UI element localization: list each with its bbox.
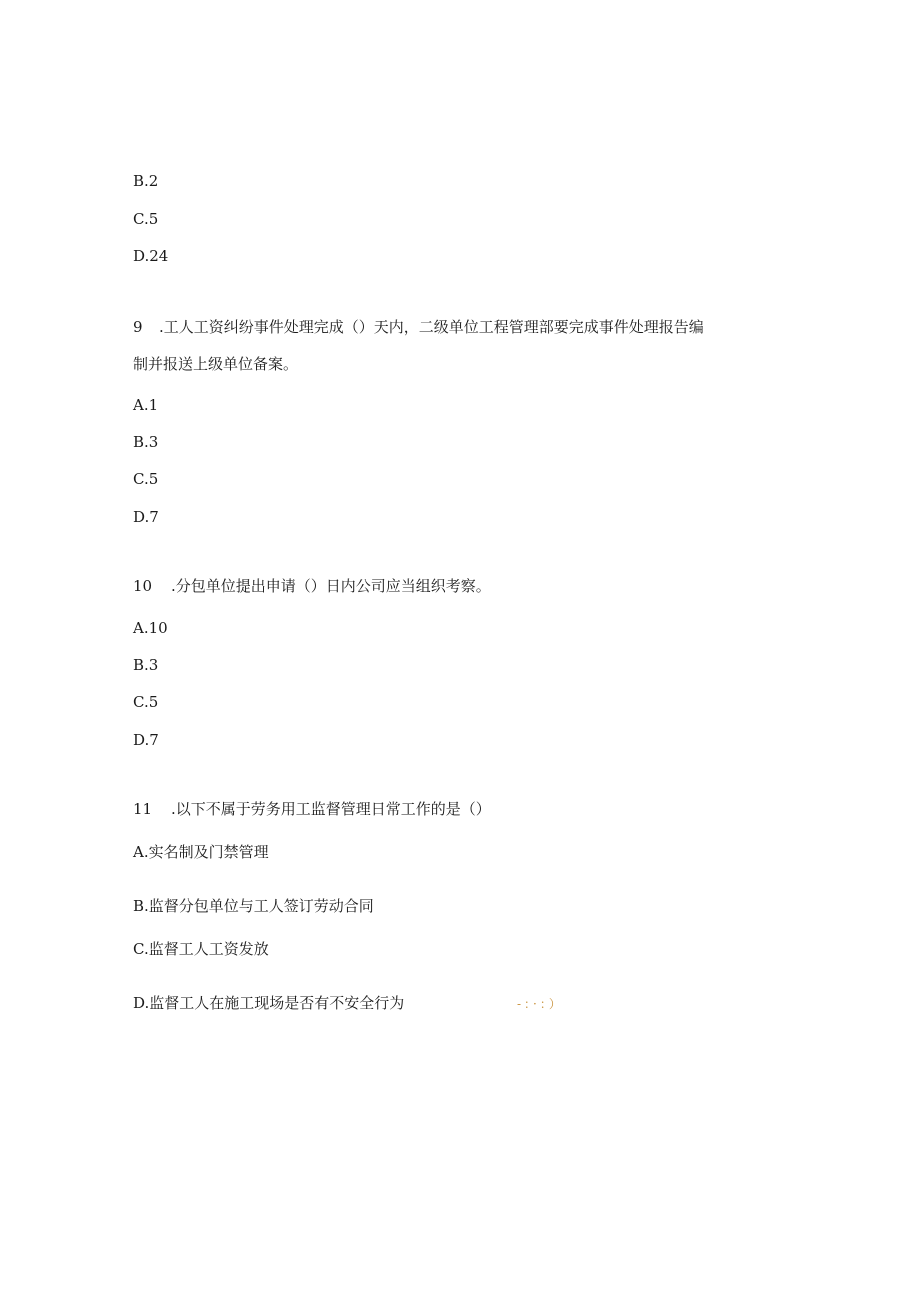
option-c: C.监督工人工资发放 bbox=[133, 940, 269, 958]
option-a: A.1 bbox=[133, 396, 159, 414]
question-text: .以下不属于劳务用工监督管理日常工作的是（） bbox=[171, 800, 491, 818]
question-text: .分包单位提出申请（）日内公司应当组织考察。 bbox=[171, 577, 491, 595]
option-c: C.5 bbox=[133, 210, 159, 228]
question-number: 9 bbox=[133, 318, 143, 336]
option-c: C.5 bbox=[133, 693, 159, 711]
option-b: B.2 bbox=[133, 172, 159, 190]
question-10-stem bbox=[133, 576, 491, 596]
question-text: .工人工资纠纷事件处理完成（）天内，二级单位工程管理部要完成事件处理报告编 bbox=[159, 318, 704, 336]
option-d: D.监督工人在施工现场是否有不安全行为 bbox=[133, 994, 405, 1012]
option-d: D.24 bbox=[133, 247, 169, 265]
option-b: B.3 bbox=[133, 656, 159, 674]
option-a: A.实名制及门禁管理 bbox=[133, 843, 269, 861]
question-11-stem bbox=[133, 799, 491, 819]
question-9-stem bbox=[133, 317, 704, 337]
margin-annotation: -：·：） bbox=[517, 997, 564, 1011]
option-d: D.7 bbox=[133, 508, 159, 526]
option-b: B.监督分包单位与工人签订劳动合同 bbox=[133, 897, 374, 915]
option-d: D.7 bbox=[133, 731, 159, 749]
question-number: 11 bbox=[133, 800, 153, 818]
question-number: 10 bbox=[133, 577, 153, 595]
option-c: C.5 bbox=[133, 470, 159, 488]
option-a: A.10 bbox=[133, 619, 168, 637]
option-b: B.3 bbox=[133, 433, 159, 451]
question-9-stem-continued: 制并报送上级单位备案。 bbox=[133, 355, 299, 373]
